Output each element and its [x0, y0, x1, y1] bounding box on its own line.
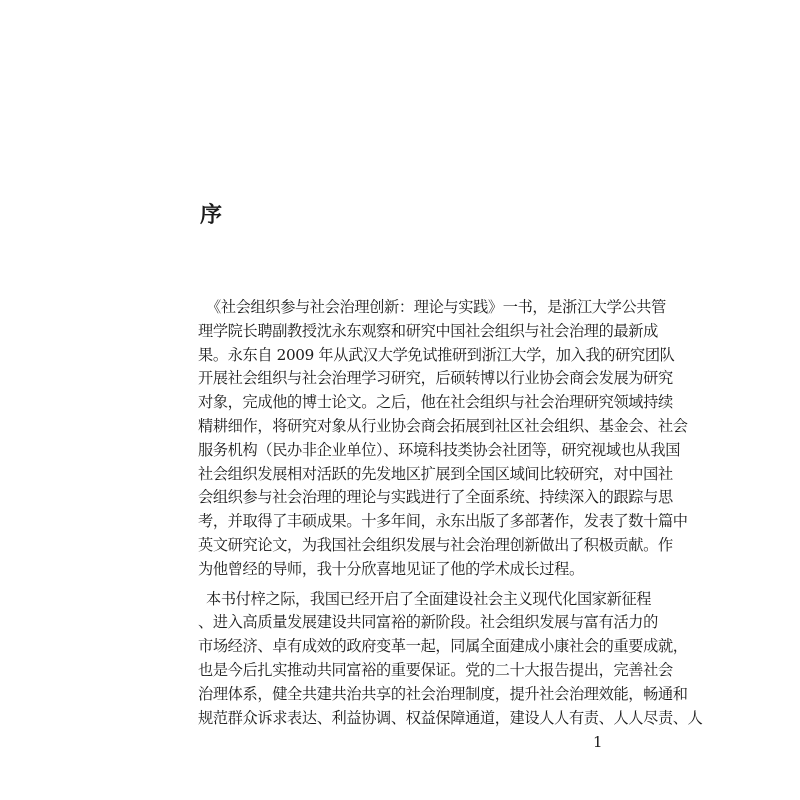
- text-line: 果。永东自 2009 年从武汉大学免试推研到浙江大学，加入我的研究团队: [198, 345, 675, 364]
- text-line: 规范群众诉求表达、利益协调、权益保障通道，建设人人有责、人人尽责、人: [198, 708, 703, 727]
- text-line: 考，并取得了丰硕成果。十多年间，永东出版了多部著作，发表了数十篇中: [198, 512, 688, 531]
- text-line: 本书付梓之际，我国已经开启了全面建设社会主义现代化国家新征程: [206, 589, 652, 608]
- paragraph: [198, 296, 688, 582]
- text-line: 对象，完成他的博士论文。之后，他在社会组织与社会治理研究领域持续: [198, 393, 673, 412]
- text-line: 开展社会组织与社会治理学习研究，后硕转博以行业协会商会发展为研究: [198, 369, 673, 388]
- preface-body: [198, 296, 703, 730]
- text-line: 社会组织发展相对活跃的先发地区扩展到全国区域间比较研究，对中国社: [198, 464, 673, 483]
- text-line: 为他曾经的导师，我十分欣喜地见证了他的学术成长过程。: [198, 559, 584, 578]
- page-number: 1: [593, 733, 603, 751]
- text-line: 会组织参与社会治理的理论与实践进行了全面系统、持续深入的跟踪与思: [198, 488, 673, 507]
- text-line: 《社会组织参与社会治理创新：理论与实践》一书，是浙江大学公共管: [206, 298, 666, 316]
- text-line: 市场经济、卓有成效的政府变革一起，同属全面建成小康社会的重要成就，: [198, 637, 688, 656]
- text-line: 英文研究论文，为我国社会组织发展与社会治理创新做出了积极贡献。作: [198, 535, 673, 554]
- text-line: 理学院长聘副教授沈永东观察和研究中国社会组织与社会治理的最新成: [198, 321, 658, 340]
- text-line: 精耕细作，将研究对象从行业协会商会拓展到社区社会组织、基金会、社会: [198, 416, 688, 435]
- text-line: 、进入高质量发展建设共同富裕的新阶段。社会组织发展与富有活力的: [198, 613, 658, 632]
- text-line: 服务机构（民办非企业单位）、环境科技类协会社团等，研究视域也从我国: [198, 440, 681, 459]
- preface-title: 序: [200, 202, 223, 228]
- text-line: 也是今后扎实推动共同富裕的重要保证。党的二十大报告提出，完善社会: [198, 660, 673, 679]
- paragraph: [198, 588, 703, 731]
- text-line: 治理体系，健全共建共治共享的社会治理制度，提升社会治理效能，畅通和: [198, 684, 688, 703]
